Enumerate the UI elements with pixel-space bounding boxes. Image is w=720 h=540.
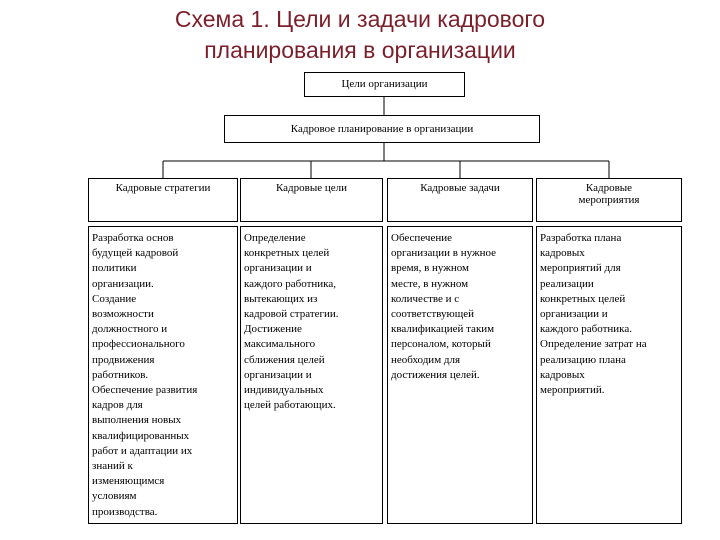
hr-planning-box: Кадровое планирование в организации bbox=[224, 115, 540, 143]
category-tasks: Кадровые задачи bbox=[387, 178, 533, 222]
details-tasks bbox=[387, 226, 533, 524]
details-activities bbox=[536, 226, 682, 524]
detail-line: работ и адаптации их bbox=[92, 444, 193, 457]
detail-line: Определение затрат на bbox=[540, 338, 647, 351]
detail-line: реализации bbox=[540, 277, 594, 290]
detail-line: максимального bbox=[244, 338, 316, 351]
detail-line: кадров для bbox=[92, 399, 143, 412]
detail-line: Создание bbox=[92, 292, 137, 305]
detail-line: квалифицированных bbox=[92, 429, 190, 442]
detail-line: кадровых bbox=[540, 247, 585, 260]
detail-line: сближения целей bbox=[244, 353, 325, 366]
detail-line: реализацию плана bbox=[540, 353, 626, 366]
detail-line: будущей кадровой bbox=[92, 247, 179, 260]
detail-line: выполнения новых bbox=[92, 414, 182, 427]
detail-line: Разработка основ bbox=[92, 232, 174, 244]
category-strategies: Кадровые стратегии bbox=[88, 178, 238, 222]
detail-line: профессионального bbox=[92, 338, 185, 351]
title-line-1: Схема 1. Цели и задачи кадрового bbox=[174, 6, 546, 32]
detail-line: Обеспечение развития bbox=[92, 384, 198, 397]
detail-line: каждого работника. bbox=[540, 323, 632, 336]
details-goals bbox=[240, 226, 383, 524]
detail-line: соответствующей bbox=[391, 308, 474, 321]
detail-line: достижения целей. bbox=[391, 368, 480, 381]
detail-line: Разработка плана bbox=[540, 232, 622, 244]
detail-line: организации. bbox=[92, 277, 154, 290]
detail-line: кадровой стратегии. bbox=[244, 308, 339, 321]
detail-line: продвижения bbox=[92, 353, 155, 366]
title-line-2: планирования в организации bbox=[204, 37, 516, 63]
detail-line: организации и bbox=[244, 262, 312, 275]
category-activities: Кадровые мероприятия bbox=[536, 178, 682, 222]
detail-line: месте, в нужном bbox=[391, 277, 469, 290]
detail-line: организации и bbox=[540, 308, 608, 321]
detail-line: вытекающих из bbox=[244, 292, 318, 305]
detail-line: индивидуальных bbox=[244, 384, 324, 397]
detail-line: возможности bbox=[92, 308, 154, 321]
detail-line: работников. bbox=[92, 368, 149, 381]
detail-line: каждого работника, bbox=[244, 277, 336, 290]
detail-line: производства. bbox=[92, 505, 158, 518]
detail-line: должностного и bbox=[92, 323, 168, 336]
detail-line: Определение bbox=[244, 232, 306, 244]
detail-line: мероприятий. bbox=[540, 384, 605, 397]
detail-line: условиям bbox=[92, 490, 137, 503]
detail-line: квалификацией таким bbox=[391, 323, 495, 336]
org-goals-box: Цели организации bbox=[304, 72, 465, 97]
detail-line: персоналом, который bbox=[391, 338, 491, 351]
detail-line: политики bbox=[92, 262, 137, 275]
detail-line: организации и bbox=[244, 368, 312, 381]
details-strategies bbox=[88, 226, 238, 524]
detail-line: знаний к bbox=[92, 460, 133, 473]
detail-line: кадровых bbox=[540, 368, 585, 381]
detail-line: Достижение bbox=[244, 323, 302, 336]
detail-line: конкретных целей bbox=[540, 292, 626, 305]
category-goals: Кадровые цели bbox=[240, 178, 383, 222]
detail-line: необходим для bbox=[391, 353, 461, 366]
detail-line: конкретных целей bbox=[244, 247, 330, 260]
detail-line: время, в нужном bbox=[391, 262, 470, 275]
detail-line: изменяющимся bbox=[92, 475, 165, 488]
detail-line: Обеспечение bbox=[391, 232, 452, 244]
detail-line: организации в нужное bbox=[391, 247, 496, 260]
detail-line: количестве и с bbox=[391, 292, 460, 305]
detail-line: мероприятий для bbox=[540, 262, 621, 275]
detail-line: целей работающих. bbox=[244, 399, 336, 412]
